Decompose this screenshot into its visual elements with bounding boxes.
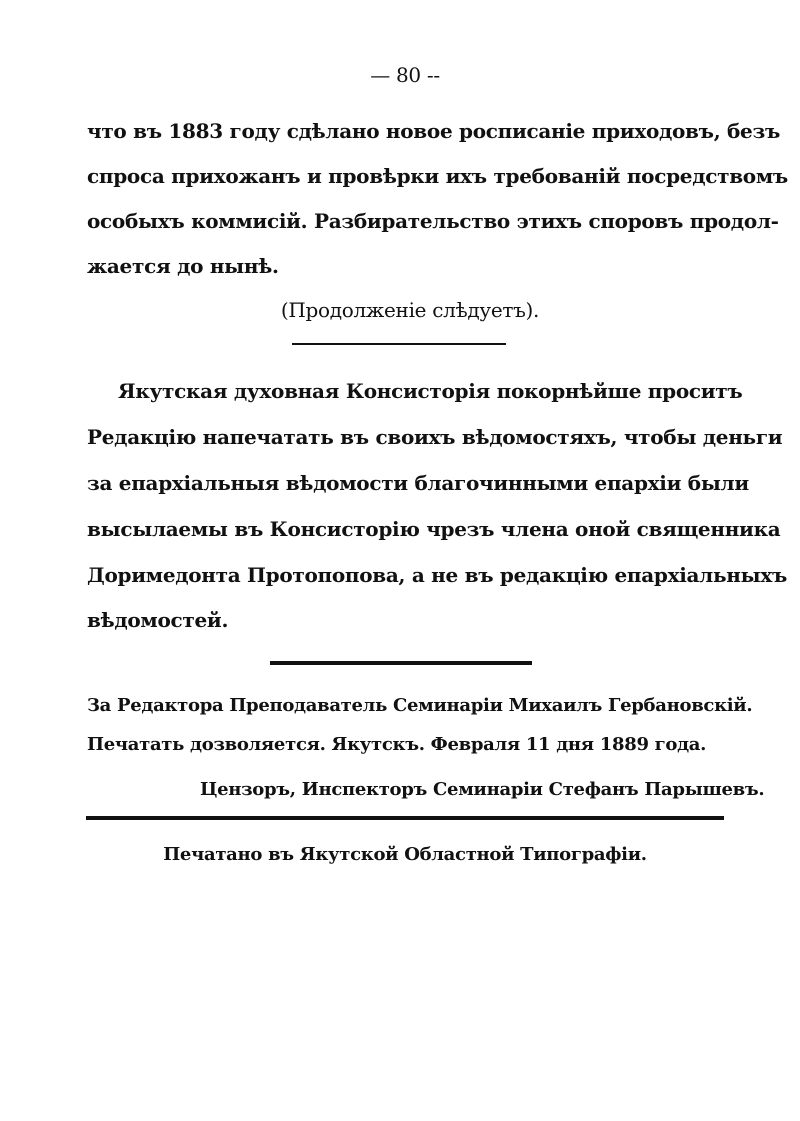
notice-line: за епархіальныя вѣдомости благочинными епархіи были: [87, 471, 749, 495]
continuation-line: спроса прихожанъ и провѣрки ихъ требованій посредствомъ: [87, 164, 788, 188]
continuation-line: особыхъ коммисій. Разбирательство этихъ споровъ продол-: [87, 209, 779, 233]
section-divider: [292, 343, 506, 345]
page-number: — 80 --: [370, 63, 440, 87]
notice-line: Редакцію напечатать въ своихъ вѣдомостяхъ, чтобы деньги: [87, 425, 783, 449]
permission-line: Печатать дозволяется. Якутскъ. Февраля 11 дня 1889 года.: [87, 734, 707, 755]
continuation-line: что въ 1883 году сдѣлано новое росписаніе приходовъ, безъ: [87, 119, 780, 143]
to-be-continued: (Продолженіе слѣдуетъ).: [280, 298, 540, 322]
printer-line: Печатано въ Якутской Областной Типографіи.: [163, 844, 647, 865]
notice-line: вѣдомостей.: [87, 608, 229, 632]
notice-line: высылаемы въ Консисторію чрезъ члена оной священника: [87, 517, 781, 541]
footer-divider: [86, 816, 724, 820]
section-divider: [270, 661, 532, 665]
notice-line: Доримедонта Протопопова, а не въ редакцію епархіальныхъ: [87, 563, 787, 587]
editor-line: За Редактора Преподаватель Семинаріи Михаилъ Гербановскій.: [87, 695, 753, 716]
notice-line: Якутская духовная Консисторія покорнѣйше проситъ: [118, 379, 743, 403]
censor-line: Цензоръ, Инспекторъ Семинаріи Стефанъ Парышевъ.: [200, 779, 765, 800]
continuation-line: жается до нынѣ.: [87, 254, 279, 278]
